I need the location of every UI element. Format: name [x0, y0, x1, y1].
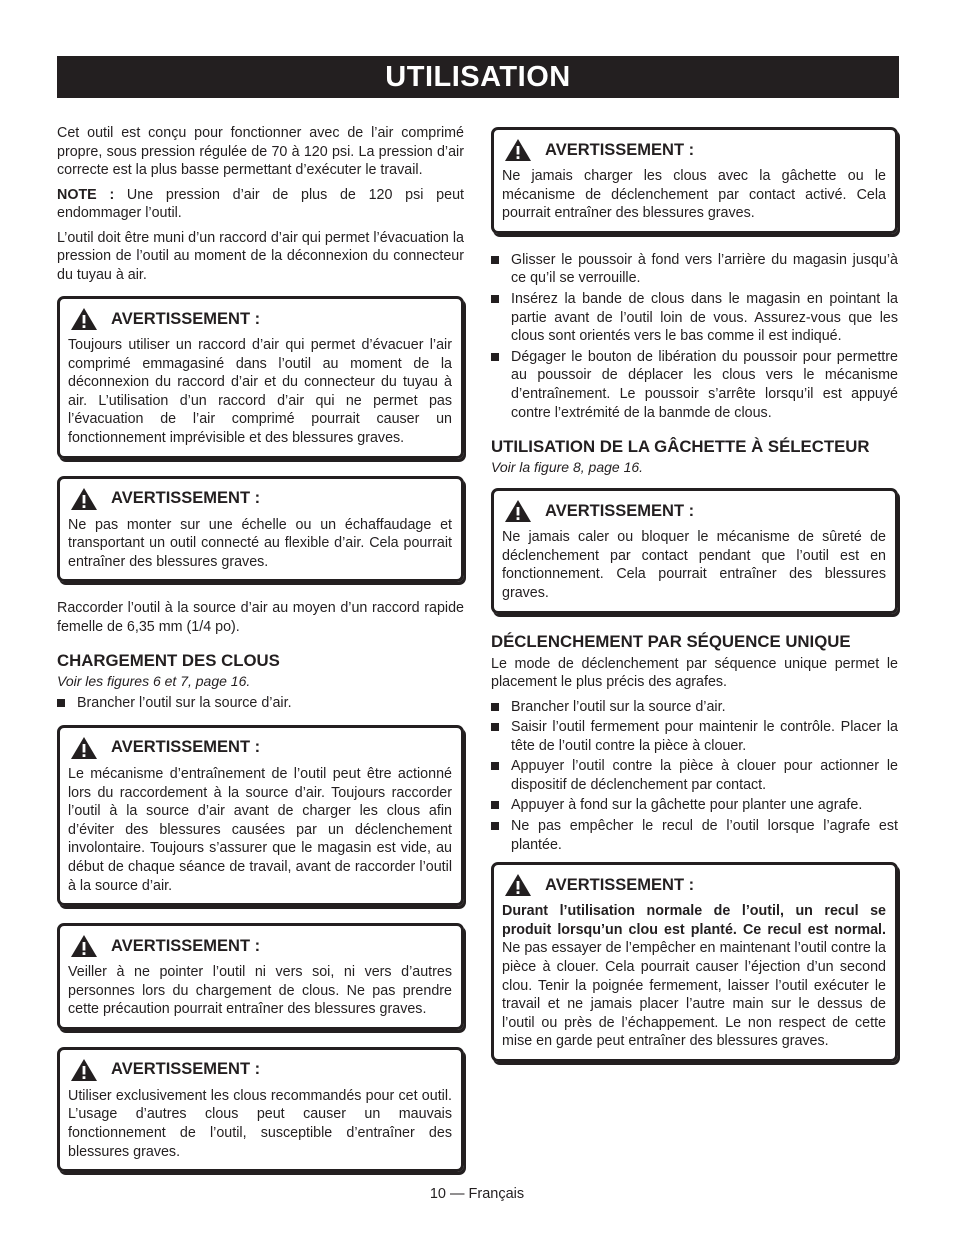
right-column	[491, 127, 898, 1079]
warning-title: AVERTISSEMENT :	[111, 936, 261, 955]
square-bullet-icon	[491, 703, 499, 711]
page-footer: 10 — Français	[429, 1186, 525, 1202]
list-item	[491, 757, 898, 794]
warning-body-text: Ne pas essayer de l’empêcher en maintenant l’outil contre la pièce à clouer. Cela pourrait causer l’éjection d’un second clou. Tenir la poignée fermement, laisser l’outil exécuter le travail et ne jamais placer l’autre main sur le dessus de l’outil ou près de l’échappement. Le non respect de cette mise en garde peut entraîner des blessures graves.	[502, 940, 886, 1050]
list-item-text: Brancher l’outil sur la source d’air.	[511, 698, 726, 715]
list-item-text: Insérez la bande de clous dans le magasin en pointant la partie avant de l’outil loin de vous. Assurez-vous que les clous sont orientés vers le bas comme il est indiqué.	[511, 290, 898, 345]
warning-box	[491, 127, 898, 234]
warning-header	[502, 138, 886, 162]
warning-triangle-icon	[504, 499, 532, 523]
left-column	[57, 124, 464, 1189]
warning-header	[68, 934, 452, 958]
figure-reference: Voir les figures 6 et 7, page 16.	[57, 673, 251, 690]
section-heading-trigger: UTILISATION DE LA GÂCHETTE À SÉLECTEUR	[491, 437, 870, 457]
warning-box	[491, 488, 898, 613]
warning-title: AVERTISSEMENT :	[545, 501, 695, 520]
figure-reference: Voir la figure 8, page 16.	[491, 459, 644, 476]
warning-triangle-icon	[70, 487, 98, 511]
list-item	[491, 718, 898, 755]
square-bullet-icon	[491, 295, 499, 303]
list-item	[491, 796, 898, 815]
list-item	[491, 817, 898, 854]
intro-paragraph: Cet outil est conçu pour fonctionner avec de l’air comprimé propre, sous pression régulée de 70 à 120 psi. La pression d’air correcte est la plus basse permettant d’exécuter le travail.	[57, 125, 464, 178]
list-item-text: Ne pas empêcher le recul de l’outil lorsque l’agrafe est plantée.	[511, 818, 898, 853]
single-sequence-steps	[491, 698, 898, 855]
air-fitting-paragraph: L’outil doit être muni d’un raccord d’air qui permet l’évacuation la pression de l’outil au moment de la déconnexion du connecteur du tuyau à air.	[57, 229, 464, 283]
square-bullet-icon	[491, 801, 499, 809]
warning-header	[68, 736, 452, 760]
warning-text: Ne pas monter sur une échelle ou un échaffaudage et transportant un outil connecté au flexible d’air. Cela pourrait entraîner des blessures graves.	[68, 516, 452, 570]
warning-header	[68, 1058, 452, 1082]
square-bullet-icon	[57, 699, 65, 707]
square-bullet-icon	[491, 353, 499, 361]
warning-box	[491, 862, 898, 1062]
warning-title: AVERTISSEMENT :	[111, 1060, 261, 1079]
warning-triangle-icon	[70, 736, 98, 760]
list-item	[491, 348, 898, 422]
warning-title: AVERTISSEMENT :	[545, 140, 695, 159]
warning-triangle-icon	[70, 934, 98, 958]
warning-text: Le mécanisme d’entraînement de l’outil peut être actionné lors du raccordement à la source d’air. Toujours raccorder l’outil à la source d’air avant de charger les clous afin d’éviter des blessures causées par un déclenchement involontaire. Toujours s’assurer que le magasin est vide, au début de chaque séance de travail, avant de raccorder l’outil à la source d’air.	[68, 765, 452, 894]
warning-text: Veiller à ne pointer l’outil ni vers soi, ni vers d’autres personnes lors du chargement de clous. Ne pas prendre cette précaution pourrait entraîner des blessures graves.	[68, 964, 452, 1018]
list-item-text: Appuyer à fond sur la gâchette pour planter une agrafe.	[511, 797, 863, 814]
warning-text: Utiliser exclusivement les clous recommandés pour cet outil. L’usage d’autres clous peut causer un mauvais fonctionnement de l’outil, susceptible d’entraîner des blessures graves.	[68, 1087, 452, 1160]
warning-box	[57, 476, 464, 583]
warning-text: Ne jamais charger les clous avec la gâchette ou le mécanisme de déclenchement par contact activé. Cela pourrait entraîner des blessures graves.	[502, 168, 886, 222]
warning-title: AVERTISSEMENT :	[111, 489, 261, 508]
warning-triangle-icon	[504, 873, 532, 897]
list-item	[491, 251, 898, 288]
warning-box	[57, 923, 464, 1030]
warning-triangle-icon	[70, 1058, 98, 1082]
list-item	[491, 698, 898, 717]
loading-steps-list	[491, 251, 898, 422]
square-bullet-icon	[491, 723, 499, 731]
warning-header	[68, 487, 452, 511]
section-heading-single-sequence: DÉCLENCHEMENT PAR SÉQUENCE UNIQUE	[491, 631, 851, 651]
list-item	[491, 290, 898, 346]
warning-text: Ne jamais caler ou bloquer le mécanisme de sûreté de déclenchement par contact pendant que l’outil est en fonctionnement. Cela pourrait entraîner des blessures graves.	[502, 529, 886, 601]
warning-text	[502, 902, 886, 1051]
warning-box	[57, 296, 464, 459]
warning-triangle-icon	[504, 138, 532, 162]
square-bullet-icon	[491, 822, 499, 830]
list-item-text: Dégager le bouton de libération du poussoir pour permettre au poussoir de déplacer les clous vers le mécanisme d’entraînement. Le poussoir s’arrête lorsqu’il est appuyé contre l’extrémité de la banmde de clous.	[511, 348, 898, 421]
list-item-text: Appuyer l’outil contre la pièce à clouer pour actionner le dispositif de déclenchement par contact.	[511, 758, 898, 793]
note-paragraph	[57, 186, 464, 223]
page-title: UTILISATION	[57, 56, 899, 98]
warning-text: Toujours utiliser un raccord d’air qui permet d’évacuer l’air comprimé emmagasiné dans l’outil au moment de la déconnexion du raccord d’air et du connecteur du tuyau à air. L’utilisation d’un raccord d’air qui ne permet pas l’évacuation de l’air comprimé pourrait causer un fonctionnement imprévisible et des blessures graves.	[68, 337, 452, 446]
warning-title: AVERTISSEMENT :	[111, 738, 261, 757]
single-sequence-intro: Le mode de déclenchement par séquence unique permet le placement le plus précis des agrafes.	[491, 655, 898, 690]
warning-title: AVERTISSEMENT :	[111, 309, 261, 328]
warning-box	[57, 725, 464, 906]
warning-bold-text: Durant l’utilisation normale de l’outil, un recul se produit lorsqu’un clou est planté. Ce recul est normal.	[502, 903, 886, 938]
warning-triangle-icon	[70, 307, 98, 331]
section-heading-loading: CHARGEMENT DES CLOUS	[57, 651, 280, 671]
list-item-text: Brancher l’outil sur la source d’air.	[77, 695, 292, 712]
connect-paragraph: Raccorder l’outil à la source d’air au moyen d’un raccord rapide femelle de 6,35 mm (1/4 po).	[57, 600, 464, 635]
square-bullet-icon	[491, 762, 499, 770]
note-text: Une pression d’air de plus de 120 psi peut endommager l’outil.	[57, 186, 464, 221]
note-label: NOTE :	[57, 186, 115, 203]
list-item	[57, 694, 464, 713]
warning-header	[68, 307, 452, 331]
loading-steps-list	[57, 694, 464, 713]
warning-title: AVERTISSEMENT :	[545, 875, 695, 894]
warning-header	[502, 873, 886, 897]
list-item-text: Saisir l’outil fermement pour maintenir le contrôle. Placer la tête de l’outil contre la pièce à clouer.	[511, 719, 898, 754]
warning-header	[502, 499, 886, 523]
square-bullet-icon	[491, 256, 499, 264]
list-item-text: Glisser le poussoir à fond vers l’arrière du magasin jusqu’à ce qu’il se verrouille.	[511, 251, 898, 287]
warning-box	[57, 1047, 464, 1172]
